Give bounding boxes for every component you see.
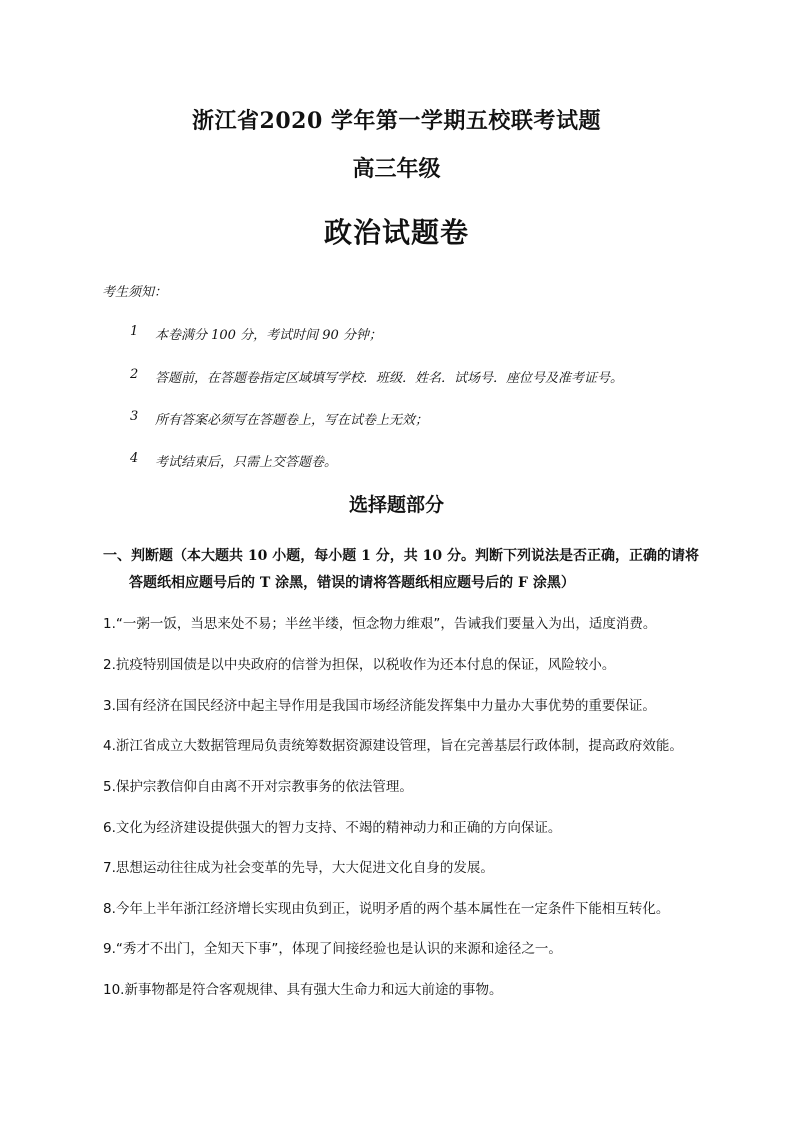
question-item: 5.保护宗教信仰自由离不开对宗教事务的依法管理。 bbox=[103, 779, 413, 795]
notice-item-text: 考试结束后，只需上交答题卷。 bbox=[155, 455, 338, 470]
grade-title: 高三年级 bbox=[352, 156, 441, 182]
question-item: 3.国有经济在国民经济中起主导作用是我国市场经济能发挥集中力量办大事优势的重要保证。 bbox=[103, 698, 656, 714]
question-item: 10.新事物都是符合客观规律、具有强大生命力和远大前途的事物。 bbox=[103, 982, 503, 998]
notice-heading: 考生须知： bbox=[102, 285, 168, 300]
exam-title: 浙江省2020 学年第一学期五校联考试题 bbox=[192, 108, 601, 134]
question-item: 7.思想运动往往成为社会变革的先导，大大促进文化自身的发展。 bbox=[103, 860, 494, 876]
part-heading: 一、判断题（本大题共 10 小题，每小题 1 分，共 10 分。判断下列说法是否正确，正确的请将 bbox=[103, 548, 699, 564]
question-item: 6.文化为经济建设提供强大的智力支持、不竭的精神动力和正确的方向保证。 bbox=[103, 820, 562, 836]
question-item: 9.“秀才不出门，全知天下事”，体现了间接经验也是认识的来源和途径之一。 bbox=[103, 941, 562, 957]
notice-item-text: 答题前，在答题卷指定区域填写学校．班级．姓名．试场号．座位号及准考证号。 bbox=[155, 371, 624, 386]
question-item: 4.浙江省成立大数据管理局负责统筹数据资源建设管理，旨在完善基层行政体制，提高政府效能。 bbox=[103, 738, 683, 754]
notice-item-text: 所有答案必须写在答题卷上，写在试卷上无效； bbox=[155, 413, 429, 428]
question-item: 8.今年上半年浙江经济增长实现由负到正，说明矛盾的两个基本属性在一定条件下能相互转化。 bbox=[103, 901, 670, 917]
part-heading-continued: 答题纸相应题号后的 T 涂黑，错误的请将答题纸相应题号后的 F 涂黑） bbox=[129, 575, 575, 591]
notice-item-number: 3 bbox=[130, 409, 139, 424]
paper-title: 政治试题卷 bbox=[323, 216, 469, 249]
notice-item-text: 本卷满分 100 分，考试时间 90 分钟； bbox=[155, 328, 382, 343]
notice-item-number: 2 bbox=[130, 367, 139, 382]
notice-item-number: 4 bbox=[130, 451, 139, 466]
notice-item-number: 1 bbox=[130, 324, 139, 339]
section-title: 选择题部分 bbox=[348, 494, 444, 516]
question-item: 2.抗疫特别国债是以中央政府的信誉为担保，以税收作为还本付息的保证，风险较小。 bbox=[103, 657, 616, 673]
question-item: 1.“一粥一饭，当思来处不易；半丝半缕，恒念物力维艰”，告诫我们要量入为出，适度消费。 bbox=[103, 616, 657, 632]
